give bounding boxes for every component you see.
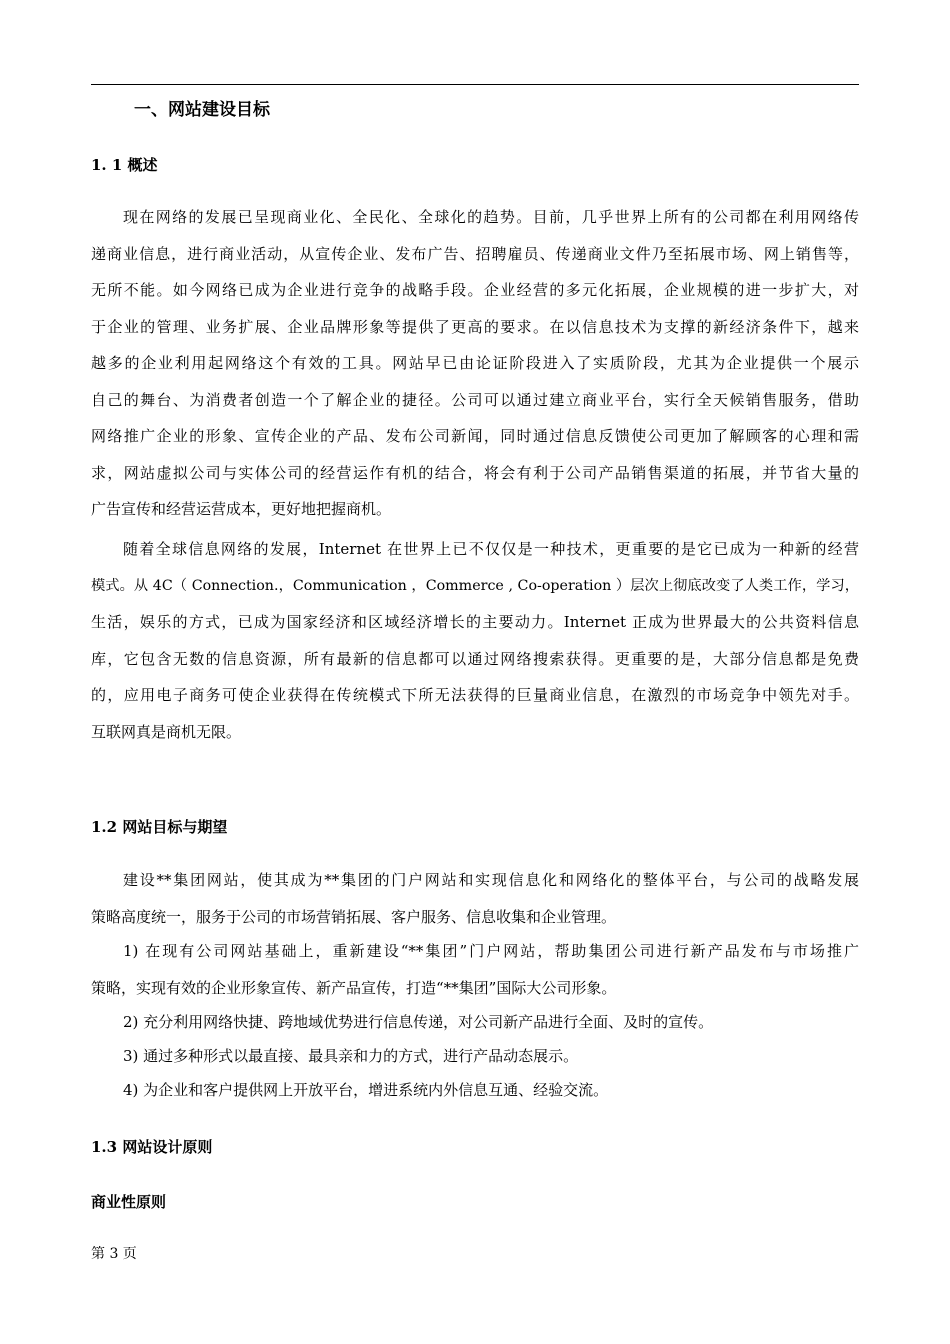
goal-item-1 [91,933,859,1006]
text-line: 自己的舞台、为消费者创造一个了解企业的捷径。公司可以通过建立商业平台，实行全天候销售服务，借助 [91,390,859,409]
paragraph-overview-2 [91,531,859,750]
text-line: 网络推广企业的形象、宣传企业的产品、发布公司新闻，同时通过信息反馈使公司更加了解顾客的心理和需 [91,427,859,445]
text-line: 生活，娱乐的方式，已成为国家经济和区域经济增长的主要动力。Internet 正成为世界最大的公共资料信息 [91,613,859,631]
text-line: 建设**集团网站，使其成为**集团的门户网站和实现信息化和网络化的整体平台，与公司的战略发展 [123,871,859,889]
text-line: 于企业的管理、业务扩展、企业品牌形象等提供了更高的要求。在以信息技术为支撑的新经济条件下，越来 [91,317,859,336]
paragraph-overview-1 [91,199,859,528]
heading-principles: 1.3 网站设计原则 [91,1138,213,1156]
heading-commercial-principle: 商业性原则 [91,1193,167,1211]
header-rule [91,84,859,85]
text-line: 随着全球信息网络的发展，Internet 在世界上已不仅仅是一种技术，更重要的是它已成为一种新的经营 [123,540,859,558]
text-line: 无所不能。如今网络已成为企业进行竞争的战略手段。企业经营的多元化拓展，企业规模的进一步扩大，对 [91,281,859,299]
text-line: 越多的企业利用起网络这个有效的工具。网站早已由论证阶段进入了实质阶段，尤其为企业提供一个展示 [91,354,859,372]
heading-goals: 1.2 网站目标与期望 [91,818,228,836]
page-number: 第 3 页 [91,1246,137,1262]
text-line: 现在网络的发展已呈现商业化、全民化、全球化的趋势。目前，几乎世界上所有的公司都在利用网络传 [123,208,859,226]
text-line: 策略，实现有效的企业形象宣传、新产品宣传，打造“**集团”国际大公司形象。 [91,978,617,997]
heading-overview: 1. 1 概述 [91,156,158,174]
text-line: 库，它包含无数的信息资源，所有最新的信息都可以通过网络搜索获得。更重要的是，大部分信息都是免费 [91,649,859,668]
text-line: 递商业信息，进行商业活动，从宣传企业、发布广告、招聘雇员、传递商业文件乃至拓展市场、网上销售等， [91,244,859,263]
text-line: 互联网真是商机无限。 [91,722,242,741]
goal-item-2: 2) 充分利用网络快捷、跨地域优势进行信息传递，对公司新产品进行全面、及时的宣传。 [123,1013,714,1031]
goal-item-4: 4) 为企业和客户提供网上开放平台，增进系统内外信息互通、经验交流。 [123,1081,609,1099]
text-line: 求，网站虚拟公司与实体公司的经营运作有机的结合，将会有利于公司产品销售渠道的拓展，并节省大量的 [91,463,859,482]
text-line: 的，应用电子商务可使企业获得在传统模式下所无法获得的巨量商业信息，在激烈的市场竞争中领先对手。 [91,686,859,704]
section-title: 一、网站建设目标 [134,100,270,120]
goal-item-3: 3) 通过多种形式以最直接、最具亲和力的方式，进行产品动态展示。 [123,1047,579,1065]
text-line: 模式。从 4C（ Connection.，Communication ，Commerce , Co-operation ）层次上彻底改变了人类工作，学习， [91,577,859,594]
text-line: 广告宣传和经营运营成本，更好地把握商机。 [91,500,392,518]
text-line: 策略高度统一，服务于公司的市场营销拓展、客户服务、信息收集和企业管理。 [91,907,617,926]
text-line: 1) 在现有公司网站基础上，重新建设“**集团”门户网站，帮助集团公司进行新产品发布与市场推广 [123,942,859,960]
paragraph-goals [91,862,859,935]
